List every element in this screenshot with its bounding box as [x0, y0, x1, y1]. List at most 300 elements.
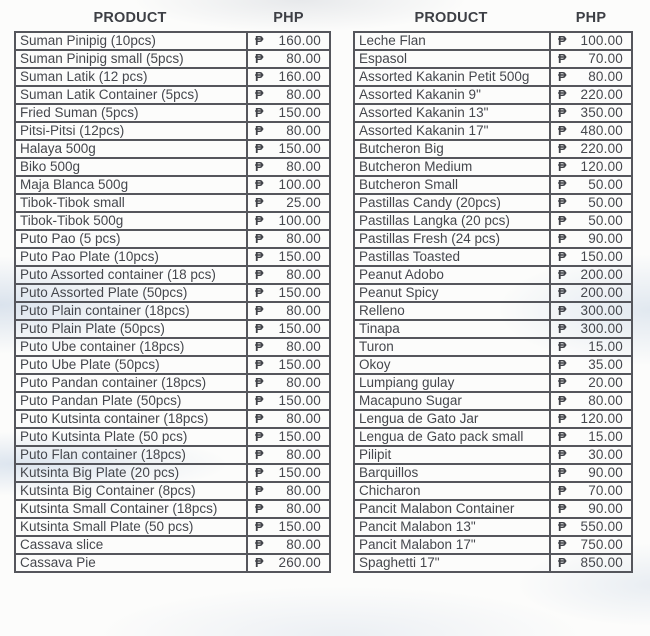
peso-sign: ₱: [255, 394, 264, 408]
peso-sign: ₱: [255, 142, 264, 156]
product-name: Pilipit: [359, 447, 392, 462]
price-amount: 160.00: [278, 33, 321, 48]
product-name: Turon: [359, 339, 394, 354]
price-cell: [247, 392, 330, 410]
product-cell: [15, 446, 247, 464]
price-amount: 80.00: [588, 393, 623, 408]
product-cell: [15, 194, 247, 212]
price-cell: [247, 140, 330, 158]
product-name: Kutsinta Big Plate (20 pcs): [20, 465, 180, 480]
product-name: Maja Blanca 500g: [20, 177, 129, 192]
price-cell: [247, 212, 330, 230]
product-cell: [15, 266, 247, 284]
peso-sign: ₱: [255, 484, 264, 498]
product-name: Puto Ube Plate (50pcs): [20, 357, 160, 372]
product-name: Puto Assorted Plate (50pcs): [20, 285, 188, 300]
price-amount: 70.00: [588, 483, 623, 498]
table-row: [354, 86, 632, 104]
table-row: [15, 194, 330, 212]
price-cell: [247, 230, 330, 248]
column-header-product: PRODUCT: [93, 10, 167, 26]
peso-sign: ₱: [558, 70, 567, 84]
peso-sign: ₱: [558, 322, 567, 336]
product-cell: [15, 374, 247, 392]
table-row: [354, 68, 632, 86]
product-name: Pancit Malabon 13": [359, 519, 476, 534]
product-name: Assorted Kakanin Petit 500g: [359, 69, 530, 84]
peso-sign: ₱: [255, 376, 264, 390]
price-cell: [550, 32, 632, 50]
price-cell: [550, 356, 632, 374]
table-row: [15, 482, 330, 500]
peso-sign: ₱: [558, 556, 567, 570]
table-row: [15, 302, 330, 320]
table-row: [354, 410, 632, 428]
peso-sign: ₱: [558, 232, 567, 246]
peso-sign: ₱: [255, 412, 264, 426]
price-amount: 50.00: [588, 213, 623, 228]
product-cell: [15, 284, 247, 302]
peso-sign: ₱: [558, 412, 567, 426]
price-cell: [247, 68, 330, 86]
product-cell: [15, 158, 247, 176]
price-cell: [550, 248, 632, 266]
product-name: Lengua de Gato Jar: [359, 411, 479, 426]
peso-sign: ₱: [558, 52, 567, 66]
price-cell: [550, 482, 632, 500]
product-name: Puto Kutsinta Plate (50 pcs): [20, 429, 188, 444]
table-row: [354, 140, 632, 158]
product-name: Okoy: [359, 357, 391, 372]
price-amount: 100.00: [580, 33, 623, 48]
product-name: Pitsi-Pitsi (12pcs): [20, 123, 125, 138]
price-cell: [247, 464, 330, 482]
peso-sign: ₱: [255, 502, 264, 516]
price-cell: [247, 50, 330, 68]
price-cell: [550, 212, 632, 230]
peso-sign: ₱: [255, 286, 264, 300]
product-name: Relleno: [359, 303, 405, 318]
table-row: [354, 230, 632, 248]
price-amount: 80.00: [286, 537, 321, 552]
product-name: Assorted Kakanin 17": [359, 123, 489, 138]
product-cell: [15, 410, 247, 428]
price-cell: [247, 356, 330, 374]
product-cell: [354, 428, 550, 446]
table-row: [15, 500, 330, 518]
product-cell: [354, 68, 550, 86]
product-cell: [15, 500, 247, 518]
price-amount: 300.00: [580, 321, 623, 336]
price-amount: 150.00: [580, 249, 623, 264]
peso-sign: ₱: [558, 142, 567, 156]
price-cell: [550, 428, 632, 446]
product-name: Kutsinta Small Plate (50 pcs): [20, 519, 194, 534]
product-name: Tinapa: [359, 321, 400, 336]
peso-sign: ₱: [255, 52, 264, 66]
price-amount: 70.00: [588, 51, 623, 66]
product-name: Puto Pandan Plate (50pcs): [20, 393, 182, 408]
product-name: Chicharon: [359, 483, 421, 498]
peso-sign: ₱: [255, 34, 264, 48]
price-cell: [550, 266, 632, 284]
price-cell: [247, 284, 330, 302]
peso-sign: ₱: [255, 160, 264, 174]
product-cell: [15, 68, 247, 86]
table-row: [354, 284, 632, 302]
price-amount: 150.00: [278, 429, 321, 444]
product-cell: [354, 212, 550, 230]
price-cell: [550, 338, 632, 356]
price-amount: 90.00: [588, 231, 623, 246]
price-amount: 150.00: [278, 141, 321, 156]
price-amount: 50.00: [588, 177, 623, 192]
product-cell: [15, 320, 247, 338]
table-row: [15, 104, 330, 122]
price-table: [353, 31, 633, 573]
table-row: [15, 266, 330, 284]
table-row: [15, 158, 330, 176]
peso-sign: ₱: [255, 106, 264, 120]
product-name: Macapuno Sugar: [359, 393, 462, 408]
table-row: [354, 500, 632, 518]
product-cell: [354, 536, 550, 554]
product-name: Pastillas Langka (20 pcs): [359, 213, 510, 228]
price-amount: 350.00: [580, 105, 623, 120]
price-amount: 100.00: [278, 177, 321, 192]
table-row: [15, 392, 330, 410]
price-cell: [550, 104, 632, 122]
price-amount: 150.00: [278, 285, 321, 300]
product-name: Cassava Pie: [20, 555, 96, 570]
price-cell: [247, 374, 330, 392]
table-row: [354, 104, 632, 122]
table-row: [15, 176, 330, 194]
price-cell: [550, 554, 632, 572]
peso-sign: ₱: [558, 34, 567, 48]
price-amount: 150.00: [278, 321, 321, 336]
price-amount: 80.00: [286, 87, 321, 102]
price-amount: 30.00: [588, 447, 623, 462]
price-amount: 20.00: [588, 375, 623, 390]
product-cell: [15, 554, 247, 572]
table-header-row: [353, 5, 633, 31]
peso-sign: ₱: [558, 196, 567, 210]
price-cell: [550, 194, 632, 212]
table-row: [354, 554, 632, 572]
product-name: Pancit Malabon Container: [359, 501, 515, 516]
peso-sign: ₱: [558, 520, 567, 534]
peso-sign: ₱: [255, 250, 264, 264]
price-cell: [550, 518, 632, 536]
table-row: [354, 32, 632, 50]
product-cell: [15, 338, 247, 356]
price-cell: [247, 122, 330, 140]
product-cell: [15, 428, 247, 446]
price-amount: 80.00: [588, 69, 623, 84]
peso-sign: ₱: [558, 304, 567, 318]
price-cell: [247, 536, 330, 554]
price-cell: [247, 248, 330, 266]
table-row: [15, 284, 330, 302]
product-cell: [354, 500, 550, 518]
product-cell: [354, 194, 550, 212]
table-row: [354, 374, 632, 392]
table-row: [15, 428, 330, 446]
table-row: [354, 194, 632, 212]
peso-sign: ₱: [255, 466, 264, 480]
product-cell: [354, 158, 550, 176]
price-cell: [550, 68, 632, 86]
price-cell: [247, 338, 330, 356]
product-name: Lengua de Gato pack small: [359, 429, 524, 444]
table-row: [15, 338, 330, 356]
price-cell: [550, 410, 632, 428]
table-row: [354, 320, 632, 338]
price-amount: 80.00: [286, 411, 321, 426]
price-amount: 120.00: [580, 411, 623, 426]
table-row: [15, 518, 330, 536]
peso-sign: ₱: [558, 250, 567, 264]
price-amount: 150.00: [278, 105, 321, 120]
peso-sign: ₱: [558, 88, 567, 102]
peso-sign: ₱: [255, 214, 264, 228]
price-cell: [247, 194, 330, 212]
product-cell: [354, 446, 550, 464]
price-amount: 80.00: [286, 231, 321, 246]
table-row: [15, 122, 330, 140]
product-name: Peanut Spicy: [359, 285, 439, 300]
product-name: Barquillos: [359, 465, 419, 480]
product-name: Puto Assorted container (18 pcs): [20, 267, 216, 282]
product-cell: [15, 518, 247, 536]
price-amount: 80.00: [286, 375, 321, 390]
table-row: [15, 554, 330, 572]
peso-sign: ₱: [558, 106, 567, 120]
price-amount: 120.00: [580, 159, 623, 174]
price-cell: [247, 320, 330, 338]
price-cell: [247, 410, 330, 428]
price-cell: [247, 446, 330, 464]
product-cell: [354, 32, 550, 50]
peso-sign: ₱: [255, 232, 264, 246]
price-amount: 80.00: [286, 159, 321, 174]
product-name: Assorted Kakanin 13": [359, 105, 489, 120]
price-cell: [550, 122, 632, 140]
product-cell: [354, 518, 550, 536]
product-cell: [354, 140, 550, 158]
peso-sign: ₱: [558, 430, 567, 444]
product-name: Fried Suman (5pcs): [20, 105, 139, 120]
peso-sign: ₱: [255, 88, 264, 102]
product-name: Peanut Adobo: [359, 267, 444, 282]
product-cell: [15, 122, 247, 140]
price-cell: [550, 320, 632, 338]
peso-sign: ₱: [255, 358, 264, 372]
price-cell: [550, 176, 632, 194]
price-amount: 220.00: [580, 87, 623, 102]
product-name: Suman Pinipig (10pcs): [20, 33, 156, 48]
table-row: [354, 50, 632, 68]
peso-sign: ₱: [558, 358, 567, 372]
price-amount: 90.00: [588, 501, 623, 516]
price-amount: 80.00: [286, 267, 321, 282]
product-cell: [354, 50, 550, 68]
product-name: Kutsinta Big Container (8pcs): [20, 483, 196, 498]
table-row: [15, 320, 330, 338]
column-header-php: PHP: [273, 10, 304, 26]
price-cell: [550, 86, 632, 104]
product-name: Suman Latik (12 pcs): [20, 69, 148, 84]
table-row: [354, 248, 632, 266]
product-name: Pancit Malabon 17": [359, 537, 476, 552]
peso-sign: ₱: [558, 268, 567, 282]
price-cell: [247, 176, 330, 194]
price-cell: [550, 464, 632, 482]
product-name: Puto Ube container (18pcs): [20, 339, 185, 354]
column-header-product: PRODUCT: [414, 10, 488, 26]
product-cell: [354, 410, 550, 428]
price-amount: 100.00: [278, 213, 321, 228]
peso-sign: ₱: [558, 538, 567, 552]
table-row: [354, 518, 632, 536]
price-amount: 300.00: [580, 303, 623, 318]
product-name: Butcheron Medium: [359, 159, 473, 174]
price-amount: 150.00: [278, 519, 321, 534]
price-table-left: [14, 5, 331, 573]
product-cell: [15, 176, 247, 194]
price-cell: [247, 554, 330, 572]
price-amount: 150.00: [278, 465, 321, 480]
product-cell: [15, 32, 247, 50]
price-cell: [247, 518, 330, 536]
table-row: [15, 68, 330, 86]
product-cell: [354, 338, 550, 356]
product-name: Assorted Kakanin 9": [359, 87, 481, 102]
table-row: [15, 410, 330, 428]
product-name: Puto Pandan container (18pcs): [20, 375, 207, 390]
product-cell: [15, 302, 247, 320]
price-amount: 80.00: [286, 303, 321, 318]
price-cell: [247, 482, 330, 500]
price-cell: [550, 140, 632, 158]
product-cell: [354, 356, 550, 374]
product-cell: [15, 536, 247, 554]
price-amount: 25.00: [286, 195, 321, 210]
price-cell: [550, 302, 632, 320]
price-amount: 80.00: [286, 483, 321, 498]
table-row: [354, 482, 632, 500]
price-amount: 80.00: [286, 339, 321, 354]
table-row: [354, 122, 632, 140]
table-row: [354, 536, 632, 554]
peso-sign: ₱: [255, 70, 264, 84]
price-cell: [247, 302, 330, 320]
price-amount: 150.00: [278, 357, 321, 372]
product-name: Halaya 500g: [20, 141, 96, 156]
product-cell: [354, 554, 550, 572]
peso-sign: ₱: [558, 448, 567, 462]
table-row: [15, 446, 330, 464]
peso-sign: ₱: [558, 124, 567, 138]
price-amount: 150.00: [278, 249, 321, 264]
product-name: Puto Pao Plate (10pcs): [20, 249, 159, 264]
price-amount: 15.00: [588, 339, 623, 354]
peso-sign: ₱: [255, 178, 264, 192]
price-amount: 750.00: [580, 537, 623, 552]
product-name: Biko 500g: [20, 159, 81, 174]
peso-sign: ₱: [255, 448, 264, 462]
peso-sign: ₱: [255, 124, 264, 138]
table-row: [354, 464, 632, 482]
product-name: Suman Latik Container (5pcs): [20, 87, 199, 102]
product-cell: [15, 104, 247, 122]
table-row: [354, 356, 632, 374]
table-row: [15, 248, 330, 266]
price-amount: 90.00: [588, 465, 623, 480]
peso-sign: ₱: [255, 268, 264, 282]
peso-sign: ₱: [558, 394, 567, 408]
product-cell: [354, 86, 550, 104]
price-table: [14, 31, 331, 573]
product-name: Butcheron Big: [359, 141, 444, 156]
price-cell: [247, 104, 330, 122]
table-row: [15, 374, 330, 392]
peso-sign: ₱: [558, 466, 567, 480]
price-table-right: [353, 5, 633, 573]
price-amount: 80.00: [286, 501, 321, 516]
product-cell: [15, 392, 247, 410]
peso-sign: ₱: [558, 340, 567, 354]
product-name: Lumpiang gulay: [359, 375, 455, 390]
table-row: [354, 212, 632, 230]
product-cell: [15, 356, 247, 374]
price-amount: 850.00: [580, 555, 623, 570]
product-cell: [354, 230, 550, 248]
price-amount: 80.00: [286, 123, 321, 138]
price-amount: 50.00: [588, 195, 623, 210]
product-name: Spaghetti 17": [359, 555, 440, 570]
peso-sign: ₱: [558, 502, 567, 516]
product-name: Puto Flan container (18pcs): [20, 447, 186, 462]
table-row: [354, 302, 632, 320]
peso-sign: ₱: [558, 214, 567, 228]
table-row: [15, 230, 330, 248]
product-name: Puto Pao (5 pcs): [20, 231, 121, 246]
product-name: Puto Plain container (18pcs): [20, 303, 190, 318]
product-name: Suman Pinipig small (5pcs): [20, 51, 184, 66]
product-name: Pastillas Fresh (24 pcs): [359, 231, 501, 246]
price-cell: [550, 284, 632, 302]
table-row: [15, 536, 330, 554]
price-cell: [550, 50, 632, 68]
peso-sign: ₱: [255, 430, 264, 444]
price-amount: 150.00: [278, 393, 321, 408]
product-name: Pastillas Toasted: [359, 249, 461, 264]
table-row: [15, 50, 330, 68]
price-amount: 550.00: [580, 519, 623, 534]
product-cell: [354, 464, 550, 482]
peso-sign: ₱: [255, 520, 264, 534]
product-cell: [354, 248, 550, 266]
price-cell: [550, 392, 632, 410]
peso-sign: ₱: [558, 484, 567, 498]
price-cell: [550, 230, 632, 248]
product-name: Tibok-Tibok small: [20, 195, 125, 210]
product-cell: [15, 482, 247, 500]
table-row: [354, 446, 632, 464]
table-row: [15, 212, 330, 230]
